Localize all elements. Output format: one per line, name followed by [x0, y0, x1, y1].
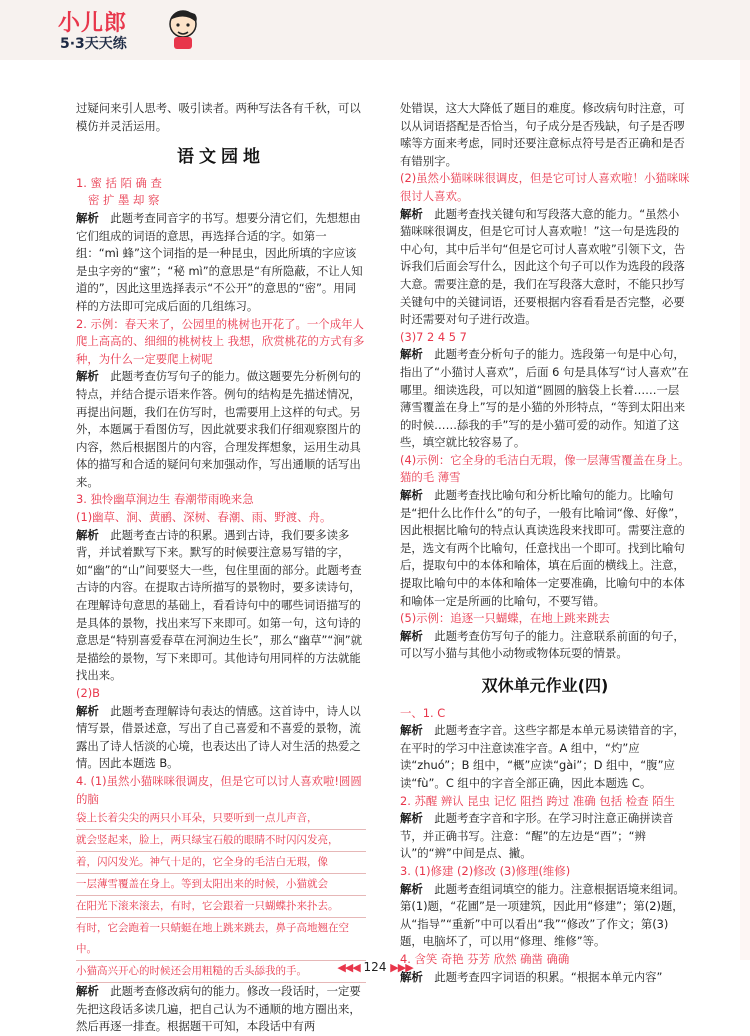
q3-answer: (3)7 2 4 5 7 [400, 329, 467, 344]
analysis-text: 此题考查理解诗句表达的情感。这首诗中，诗人以情写景，借景述意，写出了自己喜爱和不喜爱的景物，流露出了诗人恬淡的心境，也表达出了诗人对生活的热爱之情。因此本题选 B。 [76, 703, 361, 771]
analysis-text: 此题考查分析句子的能力。选段第一句是中心句，指出了“小猫讨人喜欢”，后面 6 句是具体写“讨人喜欢”在哪里。细读选段，可以知道“圆圆的脑袋上长着……一层薄雪覆盖在身上”写的是小猫的外形特点，“等到太阳出来的时候……舔我的手”写的是小猫可爱的动作。知道了这些，填空就比较容易了。 [400, 347, 689, 450]
analysis-text: 此题考查四字词语的积累。“根据本单元内容” [434, 969, 663, 984]
q3-2-analysis [76, 703, 366, 773]
q1-answer-2: 密 扩 墨 却 察 [88, 193, 160, 208]
left-arrows-icon: ◀◀◀ [337, 961, 360, 974]
analysis-text: 此题考查字音和字形。在学习时注意正确拼读音节，并正确书写。注意：“醒”的左边是“酉”；“辨认”的“辨”中间是点、撇。 [400, 811, 674, 861]
hand-line: 一层薄雪覆盖在身上。等到太阳出来的时候，小猫就会 [76, 874, 366, 896]
left-column [76, 100, 366, 1036]
analysis-text: 此题考查字音。这些字都是本单元易读错音的字，在平时的学习中注意读准字音。A 组中，“灼”应读“zhuó”；B 组中，“概”应读“gài”；D 组中，“腹”应读“fù”。C 组中的字音全部正确，因此本题选 C。 [400, 723, 685, 790]
analysis-label: 解析 [76, 984, 99, 999]
handwritten-correction [76, 808, 366, 983]
analysis-text: 此题考查仿写句子的能力。做这题要先分析例句的特点，并结合提示语来作答。例句的结构是先描述情况，再提出问题，我们在仿写时，也需要用上这样的句式。另外，本题属于看图仿写，因此就要求我们仔细观察图片的内容，然后根据图片的内容，合理发挥想象，运用生动具体的描写和合适的疑问句来加强动作，写出通顺的话写出来。 [76, 369, 361, 489]
brand-name: 小儿郎 [58, 11, 128, 36]
analysis-label: 解析 [400, 811, 423, 826]
analysis-label: 解析 [400, 628, 423, 643]
analysis-label: 解析 [400, 206, 423, 221]
hand-line: 有时，它会跑着一只蜻蜓在地上跳来跳去，鼻子高地翘在空中。 [76, 918, 366, 961]
u4-answer: 4. 含笑 奇艳 芬芳 欣然 确凿 确确 [400, 951, 570, 966]
hand-line: 在阳光下滚来滚去，有时，它会跟着一只蝴蝶扑来扑去。 [76, 896, 366, 918]
right-column [400, 100, 690, 986]
analysis-label: 解析 [400, 488, 423, 503]
series-name: 5·3天天练 [60, 36, 127, 52]
mascot-icon [165, 6, 201, 50]
q1-analysis [76, 210, 366, 316]
u3-analysis [400, 881, 690, 951]
q4-analysis [400, 487, 690, 610]
q2-analysis [76, 368, 366, 491]
analysis-label: 解析 [76, 210, 99, 225]
q4-analysis [76, 983, 366, 1036]
section-title: 语文园地 [177, 147, 265, 168]
analysis-text: 此题考查找关键句和写段落大意的能力。“虽然小猫咪咪很调皮，但是它可讨人喜欢啦！”这一句是选段的中心句，其中后半句“但是它可讨人喜欢啦”引领下文，告诉我们后面会写什么，因此这个句子可以作为选段的段落大意。需要注意的是，我们在写段落大意时，不能只抄写关键句中的关键词语，还要根据内容看看是否完整，必要时还需要对句子进行改造。 [400, 206, 686, 327]
q3-answer: 3. 独怜幽草涧边生 春潮带雨晚来急 [76, 492, 254, 507]
hand-line: 小猫高兴开心的时候还会用粗糙的舌头舔我的手。 [76, 961, 366, 983]
q3-2-answer: (2)B [76, 686, 100, 700]
analysis-label: 解析 [400, 723, 423, 738]
analysis-label: 解析 [400, 347, 423, 362]
q1-answer: 1. 蜜 括 陌 确 查 [76, 175, 162, 190]
right-arrows-icon: ▶▶▶ [390, 961, 413, 974]
u1-answer: 一、1. C [400, 705, 446, 720]
continued-text: 处错误，这大大降低了题目的难度。修改病句时注意，可以从词语搭配是否恰当，句子成分是否残缺，句子是否啰嗦等方面来考虑，同时还要注意标点符号是否正确和是否有错别字。 [400, 101, 685, 168]
hand-line: 袋上长着尖尖的两只小耳朵，只要听到一点儿声音， [76, 808, 366, 830]
u2-analysis [400, 810, 690, 863]
analysis-label: 解析 [76, 703, 99, 718]
u2-answer: 2. 苏醒 辨认 昆虫 记忆 阻挡 跨过 准确 包括 检查 陌生 [400, 793, 675, 808]
analysis-text: 此题考查同音字的书写。想要分清它们，先想想由它们组成的词语的意思，再选择合适的字。如第一组：“mì 蜂”这个词指的是一种昆虫，因此所填的字应该是虫字旁的“蜜”；“秘 mì”的意思是“有所隐蔽，不让人知道的”，因此这里选择表示“不公开”的意思的“密”。用同样的方法即可完成后面的几组练习。 [76, 210, 363, 313]
side-margin [740, 60, 750, 960]
section-title: 双休单元作业(四) [481, 676, 609, 695]
analysis-text: 此题考查古诗的积累。遇到古诗，我们要多读多背，并试着默写下来。默写的时候要注意易写错的字，如“幽”的“山”间要竖大一些，包住里面的部分。此题考查古诗的内容。在提取古诗所描写的景物时，要多读诗句，在理解诗句意思的基础上，看看诗句中的哪些词语描写的是具体的景物，找出来写下来即可。如第一句，这句诗的意思是“特别喜爱春草在河涧边生长”，那么“幽草”“涧”就是描绘的景物，写下来即可。其他诗句用同样的方法就能找出来。 [76, 527, 363, 683]
u1-analysis [400, 722, 690, 792]
u3-answer: 3. (1)修建 (2)修改 (3)修理(维修) [400, 863, 571, 878]
q3-1-analysis [76, 527, 366, 685]
q4-answer: 4. (1)虽然小猫咪咪很调皮，但是它可以讨人喜欢啦!圆圆的脑 [76, 773, 362, 806]
analysis-text: 此题考查修改病句的能力。修改一段话时，一定要先把这段话多读几遍，把自己认为不通顺的地方圈出来，然后再逐一排查。根据题干可知，本段话中有两 [76, 984, 361, 1034]
analysis-label: 解析 [400, 969, 423, 984]
hand-line: 就会竖起来，脸上，两只绿宝石般的眼睛不时闪闪发亮， [76, 830, 366, 852]
page-footer [0, 960, 750, 974]
hand-line: 着，闪闪发光。神气十足的，它全身的毛洁白无瑕，像 [76, 852, 366, 874]
analysis-text: 此题考查组词填空的能力。注意根据语境来组词。第(1)题，“花圃”是一项建筑，因此用“修建”；第(2)题，从“指导”“重新”中可以看出“我”“修改”了作文；第(3)题，电脑坏了，可以用“修理、维修”等。 [400, 881, 685, 949]
analysis-text: 此题考查找比喻句和分析比喻句的能力。比喻句是“把什么比作什么”的句子，一般有比喻词“像、好像”，因此根据比喻句的特点认真读选段来找即可。需要注意的是，选文有两个比喻句，任意找出一个即可。找到比喻句后，提取句中的本体和喻体，填在后面的横线上。注意，提取比喻句中的本体和喻体一定要准确，比喻句中的本体和喻体一定是所画的比喻句，不要写错。 [400, 488, 686, 608]
q2-answer: 2. 示例：春天来了，公园里的桃树也开花了。一个成年人爬上高高的、细细的桃树枝上 我想，欣赏桃花的方式有多种，为什么一定要爬上树呢 [76, 316, 365, 366]
analysis-label: 解析 [76, 369, 99, 384]
q3-analysis [400, 346, 690, 452]
q5-analysis [400, 628, 690, 663]
q3-1-answer: (1)幽草、涧、黄鹂、深树、春潮、雨、野渡、舟。 [76, 510, 332, 525]
analysis-label: 解析 [400, 881, 423, 896]
intro-text: 过疑问来引人思考、吸引读者。两种写法各有千秋，可以模仿并灵活运用。 [76, 101, 361, 133]
q5-answer: (5)示例：追逐一只蝴蝶，在地上跳来跳去 [400, 611, 610, 626]
q2-analysis [400, 206, 690, 329]
page-number: 124 [363, 960, 387, 974]
q2-answer: (2)虽然小猫咪咪很调皮，但是它可讨人喜欢啦！小猫咪咪很讨人喜欢。 [400, 171, 690, 203]
analysis-label: 解析 [76, 527, 99, 542]
analysis-text: 此题考查仿写句子的能力。注意联系前面的句子，可以写小猫与其他小动物或物体玩耍的情景。 [400, 628, 685, 661]
q4-answer: (4)示例：它全身的毛洁白无瑕，像一层薄雪覆盖在身上。 猫的毛 薄雪 [400, 452, 690, 485]
